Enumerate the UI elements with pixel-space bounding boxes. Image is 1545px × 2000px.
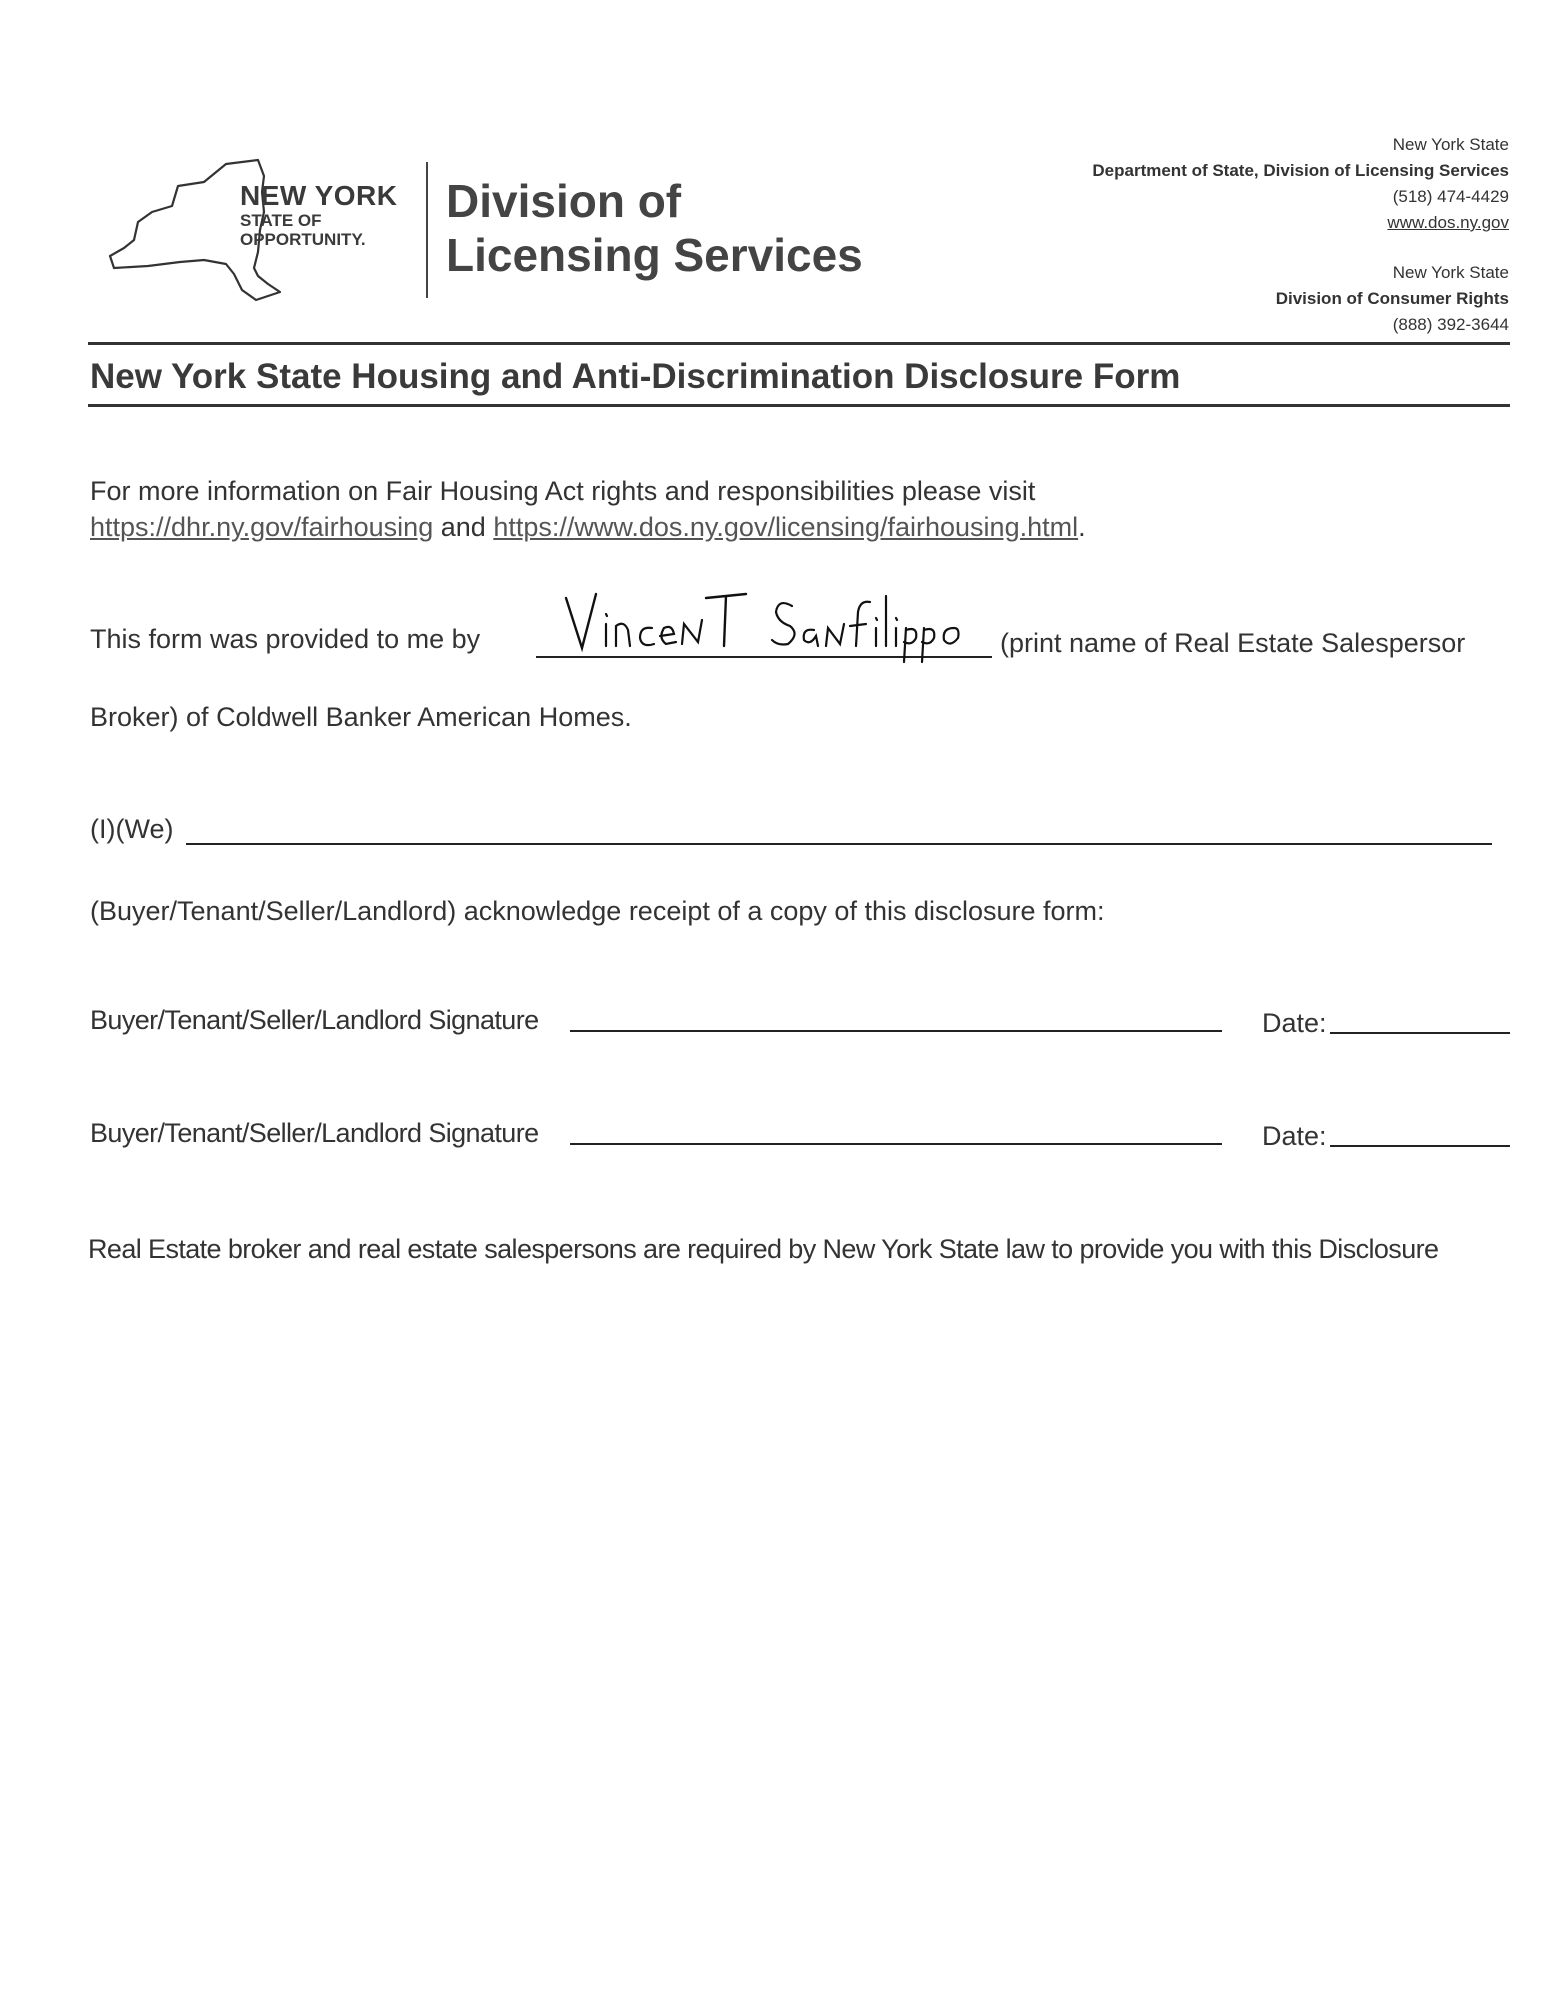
company-name: Coldwell Banker American Homes. (216, 702, 632, 732)
division-line-1: Division of (446, 175, 682, 227)
signature-label-1: Buyer/Tenant/Seller/Landlord Signature (90, 1005, 539, 1035)
agency-state-1: New York State (1392, 135, 1509, 154)
provided-line-2 (90, 702, 632, 733)
title-rule-top (88, 342, 1510, 345)
handwritten-salesperson-name (556, 584, 996, 664)
agency-consumer-rights: Division of Consumer Rights (1275, 289, 1509, 308)
division-line-2: Licensing Services (446, 229, 863, 281)
we-label: (I)(We) (90, 814, 174, 844)
agency-phone-1: (518) 474-4429 (1392, 187, 1509, 206)
logo-state-of: STATE OF (240, 211, 322, 230)
signature-line-2[interactable] (570, 1143, 1222, 1145)
ny-logo-text (240, 182, 398, 248)
info-period: . (1078, 512, 1086, 542)
date-label-2: Date: (1262, 1121, 1327, 1151)
info-line-1: For more information on Fair Housing Act rights and responsibilities please visit (90, 476, 1036, 506)
signature-label-2: Buyer/Tenant/Seller/Landlord Signature (90, 1118, 539, 1148)
division-title (446, 174, 863, 282)
agency-state-2: New York State (1392, 263, 1509, 282)
info-line-2 (90, 512, 1086, 543)
date-label-1: Date: (1262, 1008, 1327, 1038)
logo-divider (426, 162, 428, 298)
agency-contact-block (1092, 132, 1509, 338)
acknowledge-text: (Buyer/Tenant/Seller/Landlord) acknowledge receipt of a copy of this disclosure form: (90, 896, 1105, 926)
logo-opportunity: OPPORTUNITY. (240, 230, 366, 249)
agency-website-link[interactable]: www.dos.ny.gov (1387, 213, 1509, 232)
signature-line-1[interactable] (570, 1030, 1222, 1032)
broker-of-label: Broker) of (90, 702, 209, 732)
dhr-fairhousing-link[interactable]: https://dhr.ny.gov/fairhousing (90, 512, 434, 542)
agency-phone-2: (888) 392-3644 (1392, 315, 1509, 334)
agency-dept: Department of State, Division of Licensing Services (1092, 161, 1509, 180)
date-line-1[interactable] (1330, 1032, 1510, 1034)
form-title: New York State Housing and Anti-Discrimination Disclosure Form (90, 357, 1181, 396)
info-and: and (440, 512, 486, 542)
buyer-name-line[interactable] (186, 843, 1492, 845)
provided-prefix: This form was provided to me by (90, 624, 481, 654)
logo-new-york: NEW YORK (240, 180, 398, 211)
dos-fairhousing-link[interactable]: https://www.dos.ny.gov/licensing/fairhousing.html (493, 512, 1079, 542)
title-rule-bottom (88, 404, 1510, 407)
footer-note: Real Estate broker and real estate salespersons are required by New York State law to provide you with this Disclosure (88, 1234, 1439, 1264)
provided-suffix: (print name of Real Estate Salespersor (1000, 628, 1466, 658)
date-line-2[interactable] (1330, 1145, 1510, 1147)
